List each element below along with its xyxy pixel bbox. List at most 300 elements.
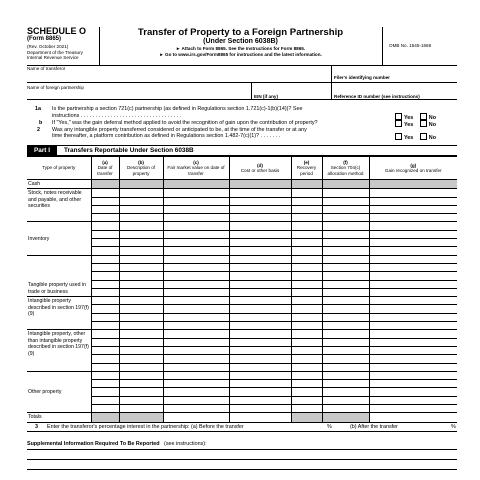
- table-cell[interactable]: [322, 305, 369, 313]
- table-cell[interactable]: [119, 247, 163, 255]
- form-header: [27, 27, 457, 66]
- table-cell[interactable]: [369, 214, 457, 222]
- table-cell[interactable]: [163, 338, 229, 346]
- table-cell[interactable]: [322, 355, 369, 363]
- website-instruction: ► Go to www.irs.gov/Form8865 for instructions and the latest information.: [159, 51, 322, 57]
- table-cell[interactable]: [322, 330, 369, 338]
- table-cell[interactable]: [322, 297, 369, 305]
- table-cell[interactable]: [119, 355, 163, 363]
- table-cell[interactable]: [369, 338, 457, 346]
- table-cell[interactable]: [291, 197, 322, 205]
- table-cell[interactable]: [163, 189, 229, 197]
- table-cell[interactable]: [91, 396, 119, 404]
- q2-yes-checkbox[interactable]: [395, 133, 402, 140]
- table-cell[interactable]: [322, 280, 369, 288]
- table-cell[interactable]: [291, 396, 322, 404]
- table-cell[interactable]: [369, 222, 457, 230]
- table-cell[interactable]: [369, 330, 457, 338]
- table-cell[interactable]: [119, 371, 163, 379]
- part1-title: Transfers Reportable Under Section 6038B: [64, 147, 194, 154]
- ein-box[interactable]: [251, 83, 332, 99]
- table-cell[interactable]: [369, 346, 457, 354]
- table-cell[interactable]: [91, 230, 119, 238]
- table-cell[interactable]: [229, 371, 291, 379]
- table-cell[interactable]: [322, 189, 369, 197]
- title-block: [99, 27, 382, 57]
- table-cell[interactable]: [229, 355, 291, 363]
- table-cell[interactable]: [291, 189, 322, 197]
- table-cell[interactable]: [119, 405, 163, 413]
- col-b-header: (b) Description of property: [119, 157, 163, 180]
- table-cell[interactable]: [369, 305, 457, 313]
- col-a-header: (a) Date of transfer: [91, 157, 119, 180]
- table-cell: [163, 180, 229, 189]
- total-basis-cell[interactable]: [229, 413, 291, 422]
- form-subtitle: (Under Section 6038B): [203, 38, 278, 45]
- table-cell[interactable]: [119, 222, 163, 230]
- table-cell[interactable]: [91, 247, 119, 255]
- table-cell[interactable]: [119, 346, 163, 354]
- table-cell[interactable]: [322, 255, 369, 263]
- department: Department of the Treasury: [27, 49, 83, 55]
- table-cell[interactable]: [322, 346, 369, 354]
- table-cell[interactable]: [291, 255, 322, 263]
- table-row: [27, 222, 457, 230]
- q3-percent-after: %: [451, 423, 456, 430]
- q1b-yes-label: Yes: [404, 121, 414, 128]
- table-row: [27, 255, 457, 263]
- table-cell[interactable]: [91, 322, 119, 330]
- revision-date: (Rev. October 2021): [27, 44, 69, 49]
- table-cell[interactable]: [91, 363, 119, 371]
- schedule-title: SCHEDULE O: [27, 26, 87, 36]
- table-cell[interactable]: [369, 297, 457, 305]
- table-row: [27, 297, 457, 305]
- transfers-table: [27, 156, 457, 423]
- table-cell[interactable]: [91, 222, 119, 230]
- q2-answer: [395, 133, 436, 141]
- table-row: [27, 380, 457, 388]
- table-row: [27, 405, 457, 413]
- table-header-row: [27, 157, 457, 180]
- table-cell[interactable]: [163, 263, 229, 271]
- row-label-inventory: Inventory: [27, 222, 91, 255]
- table-cell[interactable]: [322, 214, 369, 222]
- table-cell[interactable]: [119, 263, 163, 271]
- table-cell[interactable]: [91, 263, 119, 271]
- table-cell[interactable]: [229, 230, 291, 238]
- table-cell[interactable]: [291, 355, 322, 363]
- total-fmv-cell[interactable]: [163, 413, 229, 422]
- table-cell[interactable]: [291, 338, 322, 346]
- form-page: [27, 27, 457, 470]
- filer-id-label: Filer's identifying number: [334, 75, 390, 80]
- row-label-intangible-197: Intangible property described in section 197(f)(9): [27, 297, 91, 330]
- table-cell[interactable]: [91, 388, 119, 396]
- row-label-totals: Totals: [27, 413, 91, 422]
- table-cell[interactable]: [163, 230, 229, 238]
- q1b-no-checkbox[interactable]: [420, 120, 427, 127]
- row-label-stock: Stock, notes receivable and payable, and other securities: [27, 189, 91, 222]
- table-cell[interactable]: [229, 305, 291, 313]
- table-cell[interactable]: [322, 205, 369, 213]
- table-row: [27, 363, 457, 371]
- table-cell[interactable]: [369, 230, 457, 238]
- table-cell[interactable]: [163, 247, 229, 255]
- table-cell: [91, 413, 119, 422]
- q1a-text-cont: instructions . . . . . . . . . . . . . . . . . . . . . . . . . . . . . . . . . .: [52, 112, 182, 119]
- table-cell[interactable]: [91, 239, 119, 247]
- col-e-header: (e) Recovery period: [291, 157, 322, 180]
- table-cell[interactable]: [322, 313, 369, 321]
- table-cell[interactable]: [163, 330, 229, 338]
- table-cell[interactable]: [91, 405, 119, 413]
- table-cell[interactable]: [119, 230, 163, 238]
- transferor-row: [27, 66, 457, 83]
- questions-block: [27, 100, 457, 146]
- table-cell[interactable]: [119, 280, 163, 288]
- table-row: [27, 396, 457, 404]
- table-cell[interactable]: [229, 322, 291, 330]
- table-cell[interactable]: [119, 288, 163, 296]
- table-cell[interactable]: [229, 247, 291, 255]
- agency: Internal Revenue Service: [27, 54, 79, 60]
- table-row: [27, 355, 457, 363]
- table-row: [27, 313, 457, 321]
- table-cell[interactable]: [322, 197, 369, 205]
- table-cell: [322, 413, 369, 422]
- q1a-number: 1a: [35, 106, 41, 112]
- table-row: [27, 180, 457, 189]
- before-transfer-input[interactable]: [283, 424, 321, 430]
- table-cell[interactable]: [119, 189, 163, 197]
- table-cell[interactable]: [119, 305, 163, 313]
- table-row: [27, 263, 457, 271]
- table-cell[interactable]: [91, 355, 119, 363]
- col-c-header: (c) Fair market value on date of transfer: [163, 157, 229, 180]
- table-cell[interactable]: [291, 214, 322, 222]
- table-cell[interactable]: [119, 205, 163, 213]
- partnership-row: [27, 83, 457, 100]
- table-cell[interactable]: [369, 255, 457, 263]
- table-cell[interactable]: [119, 313, 163, 321]
- table-cell[interactable]: [322, 239, 369, 247]
- table-cell[interactable]: [91, 346, 119, 354]
- table-cell[interactable]: [119, 214, 163, 222]
- table-row: [27, 346, 457, 354]
- table-cell[interactable]: [163, 288, 229, 296]
- table-row: [27, 330, 457, 338]
- table-cell[interactable]: [369, 263, 457, 271]
- table-row: [27, 338, 457, 346]
- table-cell[interactable]: [291, 322, 322, 330]
- table-cell[interactable]: [229, 214, 291, 222]
- table-cell[interactable]: [91, 280, 119, 288]
- table-cell[interactable]: [163, 346, 229, 354]
- table-cell[interactable]: [369, 355, 457, 363]
- table-cell[interactable]: [163, 197, 229, 205]
- table-row: [27, 197, 457, 205]
- transferor-name-label: Name of transferor: [27, 66, 66, 71]
- table-cell[interactable]: [163, 371, 229, 379]
- q2-no-checkbox[interactable]: [420, 133, 427, 140]
- table-cell[interactable]: [322, 380, 369, 388]
- table-cell[interactable]: [369, 247, 457, 255]
- table-cell[interactable]: [229, 297, 291, 305]
- col-g-header: (g) Gain recognized on transfer: [369, 157, 457, 180]
- table-cell[interactable]: [229, 380, 291, 388]
- table-cell[interactable]: [322, 322, 369, 330]
- table-cell[interactable]: [91, 338, 119, 346]
- table-cell[interactable]: [91, 205, 119, 213]
- table-row: [27, 272, 457, 280]
- supplemental-note: (see instructions):: [164, 440, 207, 447]
- table-cell[interactable]: [91, 189, 119, 197]
- transferor-name-input[interactable]: [27, 72, 331, 82]
- table-cell[interactable]: [229, 363, 291, 371]
- table-cell: [91, 180, 119, 189]
- table-cell[interactable]: [91, 371, 119, 379]
- supplemental-line[interactable]: [27, 460, 457, 470]
- table-cell[interactable]: [291, 263, 322, 271]
- table-cell[interactable]: [119, 330, 163, 338]
- table-cell[interactable]: [291, 239, 322, 247]
- reference-id-label: Reference ID number (see instructions): [334, 94, 420, 99]
- table-cell[interactable]: [229, 405, 291, 413]
- ein-label: EIN (if any): [254, 94, 278, 99]
- q1a-yes-checkbox[interactable]: [395, 113, 402, 120]
- table-cell[interactable]: [322, 288, 369, 296]
- table-cell[interactable]: [369, 272, 457, 280]
- table-row: [27, 288, 457, 296]
- table-cell[interactable]: [369, 313, 457, 321]
- q1b-no-label: No: [428, 121, 436, 128]
- table-cell[interactable]: [369, 405, 457, 413]
- table-cell[interactable]: [369, 197, 457, 205]
- table-cell[interactable]: [119, 197, 163, 205]
- q2-yes-label: Yes: [404, 135, 414, 141]
- table-cell[interactable]: [229, 288, 291, 296]
- row-label-other: Other property: [27, 371, 91, 412]
- table-cell[interactable]: [322, 263, 369, 271]
- table-cell[interactable]: [163, 205, 229, 213]
- table-cell[interactable]: [163, 405, 229, 413]
- partnership-name-input[interactable]: [27, 91, 251, 99]
- q2-no-label: No: [428, 135, 436, 141]
- row-label-cash: Cash: [27, 180, 91, 189]
- q2-text-cont: time thereafter, a platform contribution as defined in Regulations section 1.482-7(c)(1)? . . . . . . .: [52, 133, 281, 139]
- table-cell[interactable]: [229, 239, 291, 247]
- table-row: [27, 280, 457, 288]
- table-cell[interactable]: [163, 255, 229, 263]
- q3-row: [27, 423, 457, 432]
- table-cell: [119, 413, 163, 422]
- table-cell[interactable]: [369, 371, 457, 379]
- table-cell[interactable]: [369, 280, 457, 288]
- table-cell[interactable]: [229, 313, 291, 321]
- total-gain-cell[interactable]: [369, 413, 457, 422]
- table-cell[interactable]: [322, 371, 369, 379]
- table-cell[interactable]: [291, 205, 322, 213]
- table-cell[interactable]: [163, 388, 229, 396]
- table-cell[interactable]: [322, 338, 369, 346]
- table-cell[interactable]: [322, 247, 369, 255]
- q1b-number: b: [39, 119, 43, 126]
- table-cell[interactable]: [291, 230, 322, 238]
- table-cell[interactable]: [163, 297, 229, 305]
- table-cell[interactable]: [369, 189, 457, 197]
- supplemental-title: Supplemental Information Required To Be Reported: [27, 440, 160, 447]
- row-label-intangible-other: Intangible property, other than intangible property described in section 197(f)(9): [27, 330, 91, 371]
- table-cell[interactable]: [119, 338, 163, 346]
- table-cell[interactable]: [163, 355, 229, 363]
- table-cell[interactable]: [291, 305, 322, 313]
- table-cell[interactable]: [291, 313, 322, 321]
- col-f-header: (f) Section 704(c) allocation method: [322, 157, 369, 180]
- q1a-text: Is the partnership a section 721(c) partnership (as defined in Regulations section 1.721(c)-1(b)(14))? See: [52, 106, 303, 112]
- totals-row: [27, 413, 457, 422]
- part1-header: [27, 146, 457, 156]
- table-row: [27, 205, 457, 213]
- q3-after-label: (b) After the transfer: [350, 423, 398, 430]
- table-cell[interactable]: [229, 205, 291, 213]
- table-cell: [229, 180, 291, 189]
- table-cell[interactable]: [91, 255, 119, 263]
- table-cell[interactable]: [119, 322, 163, 330]
- q1a-yes-label: Yes: [404, 114, 414, 121]
- table-cell[interactable]: [291, 380, 322, 388]
- supplemental-line[interactable]: [27, 450, 457, 460]
- table-cell[interactable]: [322, 222, 369, 230]
- table-cell[interactable]: [229, 346, 291, 354]
- table-cell: [291, 180, 322, 189]
- table-cell[interactable]: [322, 230, 369, 238]
- partnership-name-label: Name of foreign partnership: [27, 85, 84, 90]
- table-cell[interactable]: [229, 330, 291, 338]
- table-row: [27, 388, 457, 396]
- table-cell[interactable]: [119, 255, 163, 263]
- table-cell[interactable]: [229, 280, 291, 288]
- table-row: [27, 230, 457, 238]
- table-cell[interactable]: [163, 363, 229, 371]
- table-cell[interactable]: [163, 396, 229, 404]
- table-cell[interactable]: [91, 272, 119, 280]
- table-cell[interactable]: [119, 239, 163, 247]
- table-cell[interactable]: [369, 239, 457, 247]
- table-cell[interactable]: [369, 363, 457, 371]
- table-cell[interactable]: [291, 272, 322, 280]
- table-cell[interactable]: [369, 288, 457, 296]
- reference-id-box[interactable]: [331, 83, 458, 99]
- table-cell[interactable]: [91, 330, 119, 338]
- table-cell[interactable]: [163, 214, 229, 222]
- table-cell[interactable]: [322, 363, 369, 371]
- table-row: [27, 239, 457, 247]
- table-cell[interactable]: [229, 189, 291, 197]
- table-cell[interactable]: [369, 396, 457, 404]
- table-cell[interactable]: [163, 280, 229, 288]
- table-cell[interactable]: [163, 380, 229, 388]
- table-cell: [322, 180, 369, 189]
- table-cell[interactable]: [291, 363, 322, 371]
- q3-text: Enter the transferor's percentage interest in the partnership: (a) Before the transfer: [47, 423, 244, 430]
- table-cell[interactable]: [229, 396, 291, 404]
- table-cell[interactable]: [369, 322, 457, 330]
- table-cell[interactable]: [91, 288, 119, 296]
- table-cell[interactable]: [163, 305, 229, 313]
- table-cell[interactable]: [322, 388, 369, 396]
- table-cell[interactable]: [291, 222, 322, 230]
- table-cell[interactable]: [119, 297, 163, 305]
- table-cell[interactable]: [322, 272, 369, 280]
- table-cell[interactable]: [291, 280, 322, 288]
- row-label-tangible: Tangible property used in trade or business: [27, 255, 91, 296]
- filer-id-box[interactable]: [331, 66, 458, 82]
- table-cell[interactable]: [229, 255, 291, 263]
- table-cell[interactable]: [119, 396, 163, 404]
- table-cell[interactable]: [229, 263, 291, 271]
- table-cell[interactable]: [91, 305, 119, 313]
- table-cell[interactable]: [229, 222, 291, 230]
- table-cell[interactable]: [322, 405, 369, 413]
- after-transfer-input[interactable]: [411, 424, 449, 430]
- table-row: [27, 189, 457, 197]
- q3-number: 3: [35, 423, 38, 430]
- table-cell[interactable]: [119, 388, 163, 396]
- table-cell[interactable]: [119, 363, 163, 371]
- table-cell[interactable]: [163, 239, 229, 247]
- form-id-block: [27, 27, 100, 65]
- table-cell[interactable]: [322, 396, 369, 404]
- table-cell[interactable]: [229, 388, 291, 396]
- table-cell[interactable]: [291, 330, 322, 338]
- table-row: [27, 305, 457, 313]
- table-cell[interactable]: [369, 380, 457, 388]
- q1b-answer: [395, 120, 436, 128]
- table-cell[interactable]: [291, 388, 322, 396]
- table-cell[interactable]: [291, 247, 322, 255]
- table-cell[interactable]: [163, 222, 229, 230]
- q1a-no-checkbox[interactable]: [420, 113, 427, 120]
- table-cell[interactable]: [91, 297, 119, 305]
- table-cell[interactable]: [119, 380, 163, 388]
- q2-text: Was any intangible property transferred considered or anticipated to be, at the time of the transfer or at any: [52, 126, 307, 133]
- table-cell[interactable]: [369, 205, 457, 213]
- table-cell[interactable]: [91, 197, 119, 205]
- table-cell[interactable]: [229, 272, 291, 280]
- table-cell[interactable]: [119, 272, 163, 280]
- table-cell[interactable]: [291, 288, 322, 296]
- table-cell[interactable]: [291, 371, 322, 379]
- table-cell[interactable]: [229, 197, 291, 205]
- table-cell[interactable]: [91, 380, 119, 388]
- table-cell[interactable]: [91, 313, 119, 321]
- table-cell[interactable]: [291, 346, 322, 354]
- q3-percent-before: %: [327, 423, 332, 430]
- table-cell[interactable]: [291, 405, 322, 413]
- part1-label: Part I: [27, 146, 57, 155]
- table-cell[interactable]: [163, 322, 229, 330]
- attach-instruction: ► Attach to Form 8865. See the Instructions for Form 8865.: [175, 46, 306, 51]
- table-cell[interactable]: [229, 338, 291, 346]
- q1b-yes-checkbox[interactable]: [395, 120, 402, 127]
- table-cell[interactable]: [163, 313, 229, 321]
- table-cell[interactable]: [369, 388, 457, 396]
- table-cell[interactable]: [91, 214, 119, 222]
- table-cell[interactable]: [163, 272, 229, 280]
- table-cell[interactable]: [291, 297, 322, 305]
- q1b-text: If "Yes," was the gain deferral method applied to avoid the recognition of gain upon the contribution of property?: [52, 119, 318, 126]
